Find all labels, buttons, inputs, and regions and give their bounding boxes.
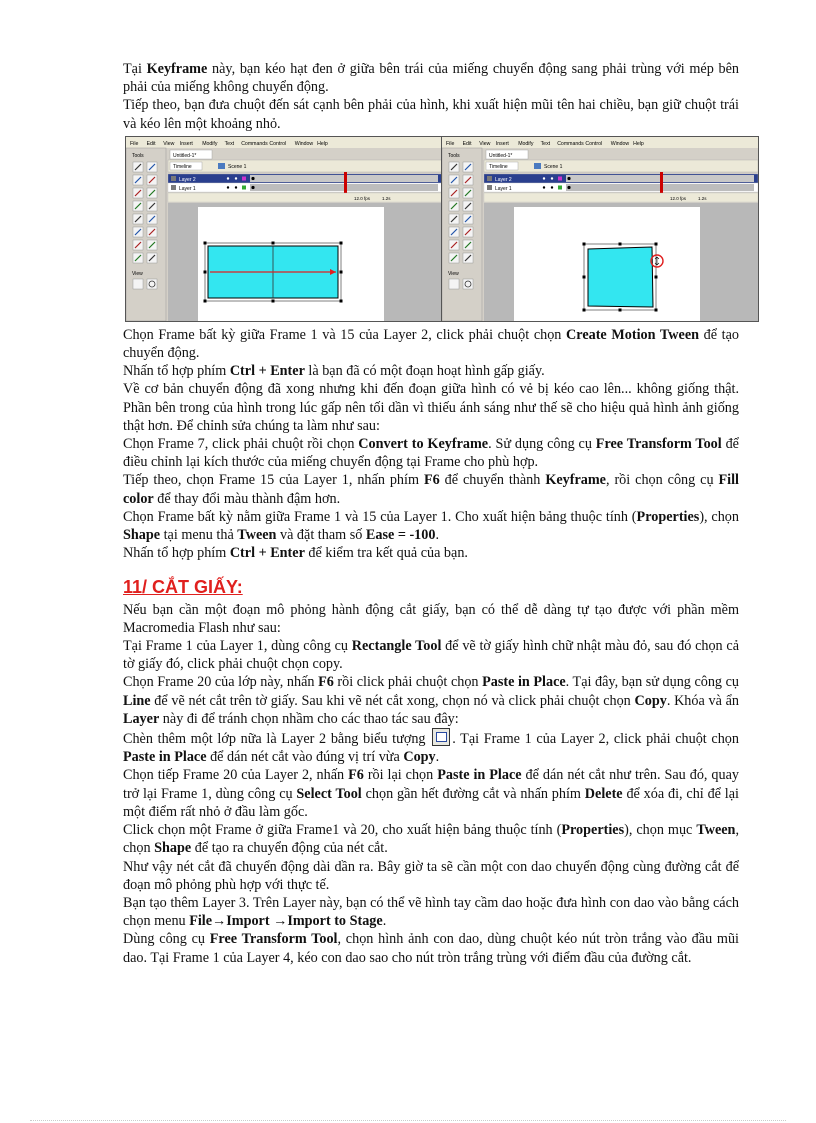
- page-footer-rule: [30, 1120, 786, 1121]
- menu-item: Window: [610, 140, 630, 147]
- timeline-header: [168, 160, 442, 172]
- flash-window: [442, 137, 758, 321]
- bold-term: Copy: [634, 692, 667, 709]
- menu-item: Text: [224, 140, 235, 147]
- menu-item: Modify: [518, 140, 534, 147]
- bold-term: Shape: [154, 840, 192, 857]
- text-run: . Sử dụng công cụ: [488, 436, 596, 453]
- text-run: Chọn Frame 20 của lớp này, nhấn: [123, 674, 319, 691]
- text-run: .: [382, 913, 387, 930]
- menu-item: Commands: [241, 140, 268, 147]
- view-label: View: [448, 270, 459, 277]
- bold-term: Properties: [636, 508, 700, 525]
- bold-term: Paste in Place: [482, 674, 566, 691]
- text-run: rồi lại chọn: [363, 767, 438, 784]
- intro-paragraph-1: [123, 60, 739, 96]
- paragraph: [123, 673, 739, 728]
- paragraph: [123, 637, 739, 673]
- scene-icon: [534, 163, 541, 169]
- text-run: . Tại Frame 1 của Layer 2, click phải chuột chọn: [452, 731, 739, 748]
- menu-item: Insert: [495, 140, 509, 147]
- text-run: để tạo ra chuyển động của nét cắt.: [191, 840, 388, 857]
- timeline-label: Timeline: [173, 163, 192, 170]
- text-run: Click chọn một Frame ở giữa Frame1 và 20, cho xuất hiện bảng thuộc tính (: [123, 822, 562, 839]
- transform-handle: [655, 242, 658, 245]
- text-run: Chèn thêm một lớp nữa là Layer 2 bằng biểu tượng: [123, 731, 431, 748]
- flash-screenshot-left: [125, 136, 443, 322]
- keyframe-dot: [567, 177, 570, 180]
- menu-item: Control: [585, 140, 603, 147]
- tools-label: Tools: [132, 152, 144, 159]
- transform-handle: [619, 242, 622, 245]
- text-run: Nhấn tổ hợp phím: [123, 545, 230, 562]
- paragraph: [123, 380, 739, 435]
- paragraph: [123, 471, 739, 507]
- timeline-header: [484, 160, 758, 172]
- bold-term: Shape: [123, 527, 161, 544]
- bold-term: Fill color: [123, 472, 739, 507]
- zoom-tool-icon: [463, 279, 473, 289]
- text-run: này, bạn kéo hạt đen ở giữa bên trái của miếng chuyển động sang phải trùng với mép bên phải của miếng không chuyển động.: [123, 61, 739, 96]
- section-2: [123, 601, 739, 967]
- paragraph: [123, 508, 739, 544]
- section-1: [123, 326, 739, 563]
- menu-item: Help: [317, 140, 328, 147]
- text-run: để dán nét cắt vào đúng vị trí vừa: [206, 749, 404, 766]
- text-run: ), chọn mục: [624, 822, 697, 839]
- text-run: , rồi chọn công cụ: [605, 472, 719, 489]
- document-tab-label: Untitled-1*: [489, 152, 513, 159]
- layer-icon: [171, 185, 176, 190]
- layer-icon: [487, 185, 492, 190]
- paragraph: [123, 435, 739, 471]
- layer-outline-swatch: [558, 176, 562, 180]
- layer-visibility-dot: [543, 177, 545, 179]
- transform-handle: [583, 275, 586, 278]
- text-run: để kiểm tra kết quả của bạn.: [304, 545, 468, 562]
- layer-lock-dot: [551, 177, 553, 179]
- text-run: để dán nét cắt như trên. Sau đó, quay trở lại Frame 1, dùng công cụ: [123, 767, 740, 802]
- text-run: . Tại đây, bạn sử dụng công cụ: [565, 674, 739, 691]
- transform-handle: [340, 299, 343, 302]
- bold-term: File→Import →Import to Stage: [189, 913, 383, 930]
- menu-item: View: [479, 140, 491, 147]
- flash-window: [126, 137, 442, 321]
- transform-handle: [204, 299, 207, 302]
- text-run: là bạn đã có một đoạn hoạt hình gấp giấy.: [304, 363, 545, 380]
- time-readout: 1.2s: [698, 195, 707, 201]
- menu-item: Control: [269, 140, 287, 147]
- menu-item: Window: [294, 140, 314, 147]
- menu-item: Text: [540, 140, 551, 147]
- text-run: Nếu bạn cần một đoạn mô phỏng hành động cắt giấy, bạn có thể dễ dàng tự tạo được với phần mềm Macromedia Flash như sau:: [123, 601, 739, 636]
- layer-lock-dot: [235, 177, 237, 179]
- text-run: ), chọn: [699, 508, 739, 525]
- scene-icon: [218, 163, 225, 169]
- hand-tool-icon: [449, 279, 459, 289]
- bold-term: Convert to Keyframe: [358, 436, 489, 453]
- bold-term: Copy: [403, 749, 436, 766]
- text-run: để xóa đi, chỉ để lại một điểm rất nhỏ ở đầu làm gốc.: [123, 785, 739, 820]
- layer-name: Layer 2: [495, 176, 512, 183]
- paragraph: [123, 930, 739, 966]
- text-run: Tại: [123, 61, 147, 77]
- menu-item: View: [163, 140, 175, 147]
- paragraph: [123, 821, 739, 857]
- fps-readout: 12.0 fps: [354, 195, 371, 201]
- layer-name: Layer 1: [179, 185, 196, 192]
- bold-term: Paste in Place: [437, 767, 522, 784]
- text-run: để vẽ nét cắt trên tờ giấy. Sau khi vẽ nét cắt xong, chọn nó và click phải chuột chọn: [150, 692, 635, 709]
- layer-icon: [487, 176, 492, 181]
- text-run: Chọn Frame bất kỳ nằm giữa Frame 1 và 15 của Layer 1. Cho xuất hiện bảng thuộc tính (: [123, 508, 637, 525]
- layer-visibility-dot: [543, 186, 545, 188]
- transform-handle: [204, 241, 207, 244]
- flash-screenshot-right: [441, 136, 759, 322]
- menu-item: Insert: [179, 140, 193, 147]
- text-run: Bạn tạo thêm Layer 3. Trên Layer này, bạn có thể vẽ hình tay cầm dao hoặc đưa hình con dao vào bằng cách chọn menu: [123, 894, 739, 930]
- playhead: [344, 172, 347, 193]
- layer-name: Layer 1: [495, 185, 512, 192]
- menu-item: Modify: [202, 140, 218, 147]
- bold-term: Keyframe: [545, 472, 606, 489]
- text-run: này đi để tránh chọn nhầm cho các thao tác sau đây:: [159, 710, 459, 727]
- text-run: chọn gần hết đường cắt và nhấn phím: [361, 785, 585, 802]
- layer-name: Layer 2: [179, 176, 196, 183]
- text-run: .: [435, 527, 439, 544]
- bold-term: Tween: [696, 822, 736, 839]
- text-run: .: [435, 749, 440, 766]
- text-run: rồi click phải chuột chọn: [333, 674, 483, 691]
- bold-term: Layer: [123, 710, 160, 727]
- timeline-status: [484, 193, 758, 202]
- section-heading: 11/ CẮT GIẤY:: [123, 577, 243, 598]
- text-run: để điều chỉnh lại kích thước của miếng chuyển động tại Frame cho phù hợp.: [123, 436, 739, 471]
- text-run: Tiếp theo, chọn Frame 15 của Layer 1, nhấn phím: [123, 472, 424, 489]
- transform-handle: [655, 275, 658, 278]
- menu-item: File: [446, 140, 455, 147]
- layer-visibility-dot: [227, 177, 229, 179]
- transform-handle: [272, 299, 275, 302]
- bold-term: Free Transform Tool: [209, 931, 338, 948]
- text-run: và đặt tham số: [276, 527, 366, 544]
- text-run: để chuyển thành: [439, 472, 546, 489]
- transform-handle: [340, 270, 343, 273]
- text-run: Nhấn tổ hợp phím: [123, 363, 230, 380]
- paragraph: [123, 326, 739, 362]
- bold-term: F6: [318, 674, 334, 691]
- hand-tool-icon: [133, 279, 143, 289]
- layer-outline-swatch: [558, 185, 562, 189]
- transform-handle: [272, 241, 275, 244]
- bold-term: F6: [348, 767, 364, 784]
- paragraph: [123, 362, 739, 380]
- menu-item: File: [130, 140, 139, 147]
- text-run: Chọn tiếp Frame 20 của Layer 2, nhấn: [123, 767, 349, 784]
- text-run: để thay đổi màu thành đậm hơn.: [153, 490, 341, 507]
- text-run: , chọn: [123, 822, 739, 857]
- bold-term: Line: [123, 692, 151, 709]
- tools-label: Tools: [448, 152, 460, 159]
- text-run: Dùng công cụ: [123, 931, 210, 948]
- zoom-tool-icon: [147, 279, 157, 289]
- tools-panel: [442, 148, 482, 321]
- layer-lock-dot: [235, 186, 237, 188]
- view-label: View: [132, 270, 143, 277]
- document-tab-label: Untitled-1*: [173, 152, 197, 159]
- timeline-label: Timeline: [489, 163, 508, 170]
- text-run: Về cơ bản chuyển động đã xong nhưng khi đến đoạn giữa hình có vẻ bị kéo cao lên... không giống thật. Phần bên trong của hình trong lúc gấp nên tối dần vì thiếu ánh sáng như thế sẽ cho hiệu quả hình ảnh giống thật hơn. Để chỉnh sửa chúng ta làm như sau:: [123, 381, 739, 434]
- text-run: để tạo chuyển động.: [123, 326, 739, 362]
- timeline-status: [168, 193, 442, 202]
- paragraph: [123, 601, 739, 637]
- text-run: Chọn Frame 7, click phải chuột rồi chọn: [123, 436, 359, 453]
- bold-term: Free Transform Tool: [595, 436, 722, 453]
- paragraph: [123, 544, 739, 562]
- bold-term: Rectangle Tool: [351, 638, 442, 655]
- tools-panel: [126, 148, 166, 321]
- menu-item: Edit: [146, 140, 156, 147]
- transform-handle: [583, 308, 586, 311]
- menu-item: Commands: [557, 140, 584, 147]
- menu-item: Help: [633, 140, 644, 147]
- text-run: tại menu thả: [160, 527, 238, 544]
- bold-term: Delete: [584, 785, 623, 802]
- layer-visibility-dot: [227, 186, 229, 188]
- bold-term: Keyframe: [146, 61, 208, 77]
- text-run: Tại Frame 1 của Layer 1, dùng công cụ: [123, 638, 352, 655]
- bold-term: F6: [423, 472, 440, 489]
- intro-paragraph-2: [123, 96, 739, 132]
- bold-term: Ctrl + Enter: [229, 363, 305, 380]
- text-run: . Khóa và ẩn: [666, 692, 739, 709]
- layer-outline-swatch: [242, 185, 246, 189]
- cyan-shape: [588, 247, 653, 307]
- bold-term: Create Motion Tween: [566, 326, 700, 343]
- scene-label: Scene 1: [544, 163, 563, 170]
- figure-row: [123, 136, 739, 324]
- bold-term: Properties: [561, 822, 625, 839]
- layer-icon: [171, 176, 176, 181]
- bold-term: Tween: [237, 527, 277, 544]
- playhead: [660, 172, 663, 193]
- scene-label: Scene 1: [228, 163, 247, 170]
- text-run: Như vậy nét cắt đã chuyển động dài dần ra. Bây giờ ta sẽ cần một con dao chuyển động cùng đường cắt để đoạn mô phỏng phù hợp với thực tế.: [123, 858, 739, 893]
- keyframe-dot: [251, 177, 254, 180]
- layer-lock-dot: [551, 186, 553, 188]
- paragraph: [123, 728, 739, 766]
- text-run: để vẽ tờ giấy hình chữ nhật màu đỏ, sau đó chọn cả tờ giấy đó, click phải chuột chọn copy.: [123, 638, 739, 673]
- text-run: , chọn hình ảnh con dao, dùng chuột kéo nút tròn trắng vào đầu mũi dao. Tại Frame 1 của Layer 4, kéo con dao sao cho nút tròn trắng trùng với điểm đầu của đường cắt.: [123, 931, 739, 966]
- document-page: [123, 60, 739, 967]
- menu-item: Edit: [462, 140, 472, 147]
- keyframe-dot: [251, 186, 254, 189]
- keyframe-dot: [567, 186, 570, 189]
- text-run: Tiếp theo, bạn đưa chuột đến sát cạnh bên phải của hình, khi xuất hiện mũi tên hai chiều, bạn giữ chuột trái và kéo lên một khoảng nhỏ.: [123, 97, 739, 132]
- paragraph: [123, 858, 739, 894]
- transform-handle: [655, 308, 658, 311]
- transform-handle: [204, 270, 207, 273]
- paragraph: [123, 894, 739, 930]
- new-layer-icon: [432, 728, 450, 746]
- bold-term: Paste in Place: [123, 749, 207, 766]
- fps-readout: 12.0 fps: [670, 195, 687, 201]
- bold-term: Select Tool: [296, 785, 362, 802]
- bold-term: Ease = -100: [365, 527, 436, 544]
- time-readout: 1.2s: [382, 195, 391, 201]
- bold-term: Ctrl + Enter: [229, 545, 305, 562]
- transform-handle: [583, 242, 586, 245]
- transform-handle: [619, 308, 622, 311]
- text-run: Chọn Frame bất kỳ giữa Frame 1 và 15 của Layer 2, click phải chuột chọn: [123, 326, 567, 343]
- paragraph: [123, 766, 739, 821]
- layer-outline-swatch: [242, 176, 246, 180]
- transform-handle: [340, 241, 343, 244]
